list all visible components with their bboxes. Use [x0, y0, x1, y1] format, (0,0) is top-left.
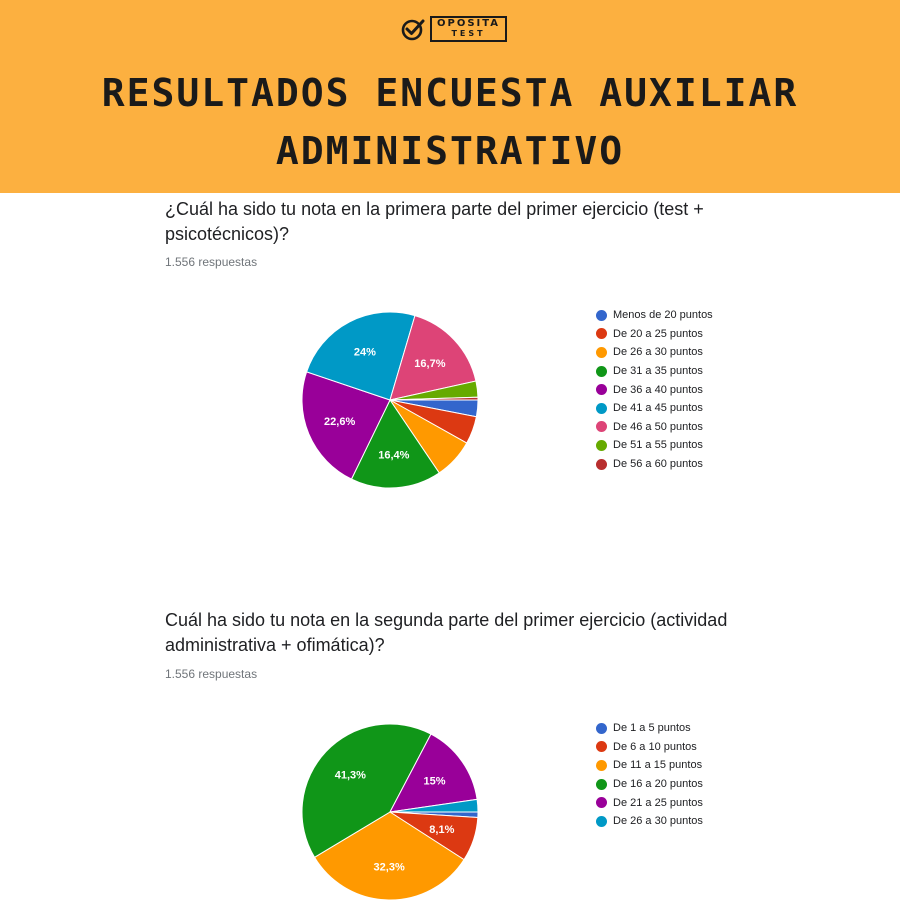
- title-line-2: ADMINISTRATIVO: [275, 129, 625, 173]
- pie1-slice-label-5: 22,6%: [324, 416, 356, 429]
- legend-label: De 31 a 35 puntos: [613, 365, 703, 378]
- check-circle-icon: [400, 16, 426, 42]
- legend-color-dot: [596, 797, 607, 808]
- survey2-response-count: 1.556 respuestas: [165, 667, 258, 681]
- legend-label: De 21 a 25 puntos: [613, 796, 703, 809]
- survey2-question-line-2: administrativa + ofimática)?: [165, 635, 385, 655]
- legend-item: [596, 418, 713, 437]
- logo-wordmark: [430, 16, 507, 42]
- legend-color-dot: [596, 741, 607, 752]
- pie1-slice-label-6: 24%: [353, 346, 376, 359]
- legend-label: De 6 a 10 puntos: [613, 740, 697, 753]
- legend-color-dot: [596, 403, 607, 414]
- legend-color-dot: [596, 723, 607, 734]
- pie2-slice-label-3: 32,3%: [373, 861, 405, 874]
- survey2-question: [165, 608, 805, 658]
- legend-color-dot: [596, 459, 607, 470]
- legend-item: [596, 306, 713, 325]
- legend-label: De 26 a 30 puntos: [613, 815, 703, 828]
- legend-label: De 36 a 40 puntos: [613, 383, 703, 396]
- survey1-pie-chart: [300, 310, 480, 490]
- survey1-response-count: 1.556 respuestas: [165, 255, 258, 269]
- pie2-slice-label-4: 41,3%: [334, 769, 366, 782]
- survey1-question-line-2: psicotécnicos)?: [165, 224, 290, 244]
- pie2-slice-label-2: 8,1%: [429, 824, 455, 837]
- legend-item: [596, 343, 713, 362]
- legend-label: Menos de 20 puntos: [613, 309, 713, 322]
- pie1-slice-label-7: 16,7%: [414, 357, 446, 370]
- survey2-question-line-1: Cuál ha sido tu nota en la segunda parte del primer ejercicio (actividad: [165, 610, 728, 630]
- legend-color-dot: [596, 366, 607, 377]
- title-line-1: RESULTADOS ENCUESTA AUXILIAR: [101, 71, 799, 115]
- legend-item: [596, 775, 703, 794]
- legend-color-dot: [596, 328, 607, 339]
- legend-label: De 1 a 5 puntos: [613, 722, 691, 735]
- legend-color-dot: [596, 384, 607, 395]
- survey2-legend: [596, 719, 703, 831]
- legend-item: [596, 793, 703, 812]
- pie2-slice-label-5: 15%: [423, 775, 446, 788]
- legend-label: De 11 a 15 puntos: [613, 759, 703, 772]
- legend-color-dot: [596, 816, 607, 827]
- legend-item: [596, 399, 713, 418]
- legend-label: De 46 a 50 puntos: [613, 420, 703, 433]
- logo-bottom-text: TEST: [451, 29, 486, 38]
- legend-color-dot: [596, 421, 607, 432]
- legend-label: De 51 a 55 puntos: [613, 439, 703, 452]
- legend-item: [596, 455, 713, 474]
- survey1-question: [165, 197, 805, 247]
- page-title: [0, 64, 900, 180]
- legend-label: De 16 a 20 puntos: [613, 778, 703, 791]
- legend-item: [596, 812, 703, 831]
- legend-color-dot: [596, 440, 607, 451]
- legend-item: [596, 756, 703, 775]
- legend-item: [596, 738, 703, 757]
- legend-label: De 41 a 45 puntos: [613, 402, 703, 415]
- header-banner: [0, 0, 900, 193]
- oposita-test-logo: [400, 14, 507, 44]
- logo-top-text: OPOSITA: [437, 18, 501, 29]
- legend-item: [596, 380, 713, 399]
- legend-color-dot: [596, 779, 607, 790]
- legend-label: De 26 a 30 puntos: [613, 346, 703, 359]
- legend-color-dot: [596, 347, 607, 358]
- legend-color-dot: [596, 310, 607, 321]
- legend-item: [596, 325, 713, 344]
- legend-item: [596, 362, 713, 381]
- legend-label: De 20 a 25 puntos: [613, 327, 703, 340]
- legend-label: De 56 a 60 puntos: [613, 458, 703, 471]
- survey2-pie-chart: [300, 722, 480, 902]
- pie1-slice-label-4: 16,4%: [378, 449, 410, 462]
- legend-item: [596, 436, 713, 455]
- legend-item: [596, 719, 703, 738]
- survey1-question-line-1: ¿Cuál ha sido tu nota en la primera parte del primer ejercicio (test +: [165, 199, 704, 219]
- legend-color-dot: [596, 760, 607, 771]
- survey1-legend: [596, 306, 713, 473]
